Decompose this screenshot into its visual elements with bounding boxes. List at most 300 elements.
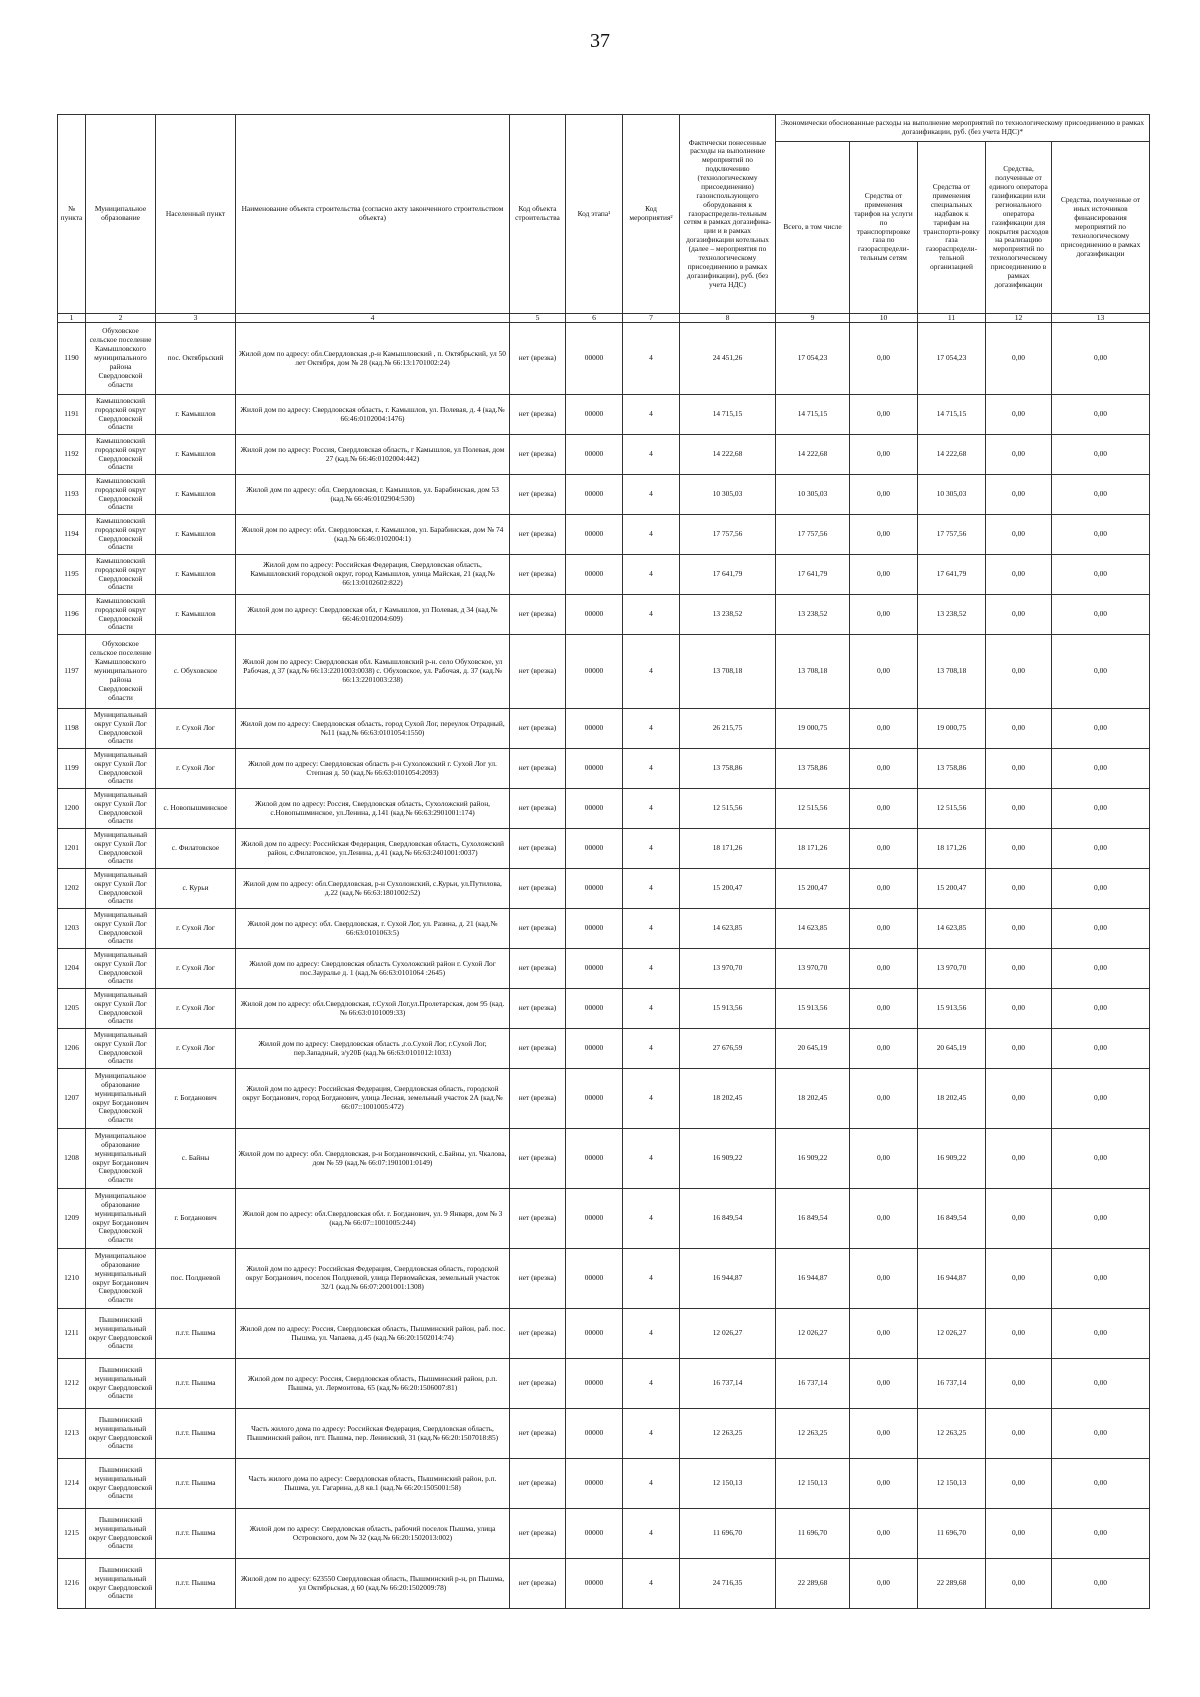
cell-stage-code: 00000 <box>566 1509 623 1559</box>
table-row <box>58 829 1150 869</box>
cell-actual-expenses: 12 263,25 <box>680 1409 776 1459</box>
header-operator-funds: Средства, полученные от единого оператора газификации или регионального оператора газификации для покрытия расходов на реализацию мероприятий по технологическому присоединению в рамках догазификации <box>986 142 1052 314</box>
cell-measure-code: 4 <box>623 1129 680 1189</box>
cell-measure-code: 4 <box>623 749 680 789</box>
cell-object-code: нет (врезка) <box>510 1359 566 1409</box>
cell-actual-expenses: 13 758,86 <box>680 749 776 789</box>
cell-municipality: Муниципальное образование муниципальный округ Богданович Свердловской области <box>86 1189 156 1249</box>
table-row <box>58 515 1150 555</box>
cell-total: 12 026,27 <box>776 1309 850 1359</box>
cell-object-code: нет (врезка) <box>510 789 566 829</box>
cell-object-code: нет (врезка) <box>510 1509 566 1559</box>
table-row <box>58 1409 1150 1459</box>
cell-object-name: Жилой дом по адресу: Россия, Свердловская область, г Камышлов, ул Полевая, дом 27 (кад.№ 66:46:0102004:442) <box>236 435 510 475</box>
cell-other-funds: 0,00 <box>1052 435 1150 475</box>
table-row <box>58 323 1150 395</box>
column-number: 1 <box>58 314 86 323</box>
cell-point-number: 1198 <box>58 709 86 749</box>
table-body <box>58 323 1150 1609</box>
cell-other-funds: 0,00 <box>1052 395 1150 435</box>
cell-tariff-funds: 0,00 <box>850 789 918 829</box>
cell-actual-expenses: 13 238,52 <box>680 595 776 635</box>
cell-actual-expenses: 14 623,85 <box>680 909 776 949</box>
cell-stage-code: 00000 <box>566 1309 623 1359</box>
cell-point-number: 1204 <box>58 949 86 989</box>
cell-total: 12 515,56 <box>776 789 850 829</box>
cell-point-number: 1214 <box>58 1459 86 1509</box>
column-number: 6 <box>566 314 623 323</box>
cell-other-funds: 0,00 <box>1052 829 1150 869</box>
cell-object-name: Жилой дом по адресу: обл.Свердловская ,р-н Камышловский , п. Октябрьский, ул 50 лет Октября, дом № 28 (кад.№ 66:13:1701002:24) <box>236 323 510 395</box>
cell-measure-code: 4 <box>623 829 680 869</box>
cell-settlement: г. Камышлов <box>156 435 236 475</box>
column-number: 8 <box>680 314 776 323</box>
cell-stage-code: 00000 <box>566 555 623 595</box>
cell-object-code: нет (врезка) <box>510 515 566 555</box>
cell-operator-funds: 0,00 <box>986 1459 1052 1509</box>
cell-other-funds: 0,00 <box>1052 1359 1150 1409</box>
cell-actual-expenses: 12 150,13 <box>680 1459 776 1509</box>
column-number: 4 <box>236 314 510 323</box>
cell-object-code: нет (врезка) <box>510 1559 566 1609</box>
cell-operator-funds: 0,00 <box>986 1069 1052 1129</box>
cell-object-code: нет (врезка) <box>510 709 566 749</box>
cell-surcharge-funds: 16 944,87 <box>918 1249 986 1309</box>
cell-object-code: нет (врезка) <box>510 1189 566 1249</box>
cell-stage-code: 00000 <box>566 789 623 829</box>
cell-tariff-funds: 0,00 <box>850 323 918 395</box>
cell-measure-code: 4 <box>623 1249 680 1309</box>
cell-municipality: Пышминский муниципальный округ Свердловской области <box>86 1509 156 1559</box>
cell-other-funds: 0,00 <box>1052 1249 1150 1309</box>
cell-surcharge-funds: 10 305,03 <box>918 475 986 515</box>
cell-municipality: Муниципальный округ Сухой Лог Свердловской области <box>86 1029 156 1069</box>
table-row <box>58 395 1150 435</box>
cell-object-name: Жилой дом по адресу: обл. Свердловская, г. Камышлов, ул. Барабинская, дом 53 (кад.№ 66:46:0102904:530) <box>236 475 510 515</box>
cell-municipality: Муниципальный округ Сухой Лог Свердловской области <box>86 989 156 1029</box>
cell-object-code: нет (врезка) <box>510 1309 566 1359</box>
cell-actual-expenses: 16 944,87 <box>680 1249 776 1309</box>
cell-measure-code: 4 <box>623 635 680 709</box>
column-number: 5 <box>510 314 566 323</box>
cell-object-name: Жилой дом по адресу: обл.Свердловская, г.Сухой Лог,ул.Пролетарская, дом 95 (кад.№ 66:63:0101009:33) <box>236 989 510 1029</box>
cell-other-funds: 0,00 <box>1052 789 1150 829</box>
cell-measure-code: 4 <box>623 949 680 989</box>
cell-other-funds: 0,00 <box>1052 1559 1150 1609</box>
cell-other-funds: 0,00 <box>1052 1189 1150 1249</box>
cell-other-funds: 0,00 <box>1052 749 1150 789</box>
cell-municipality: Камышловский городской округ Свердловской области <box>86 395 156 435</box>
cell-settlement: г. Сухой Лог <box>156 709 236 749</box>
cell-surcharge-funds: 18 202,45 <box>918 1069 986 1129</box>
cell-measure-code: 4 <box>623 1309 680 1359</box>
cell-point-number: 1196 <box>58 595 86 635</box>
cell-settlement: с. Филатовское <box>156 829 236 869</box>
cell-settlement: г. Богданович <box>156 1069 236 1129</box>
cell-stage-code: 00000 <box>566 1029 623 1069</box>
cell-municipality: Обуховское сельское поселение Камышловского муниципального района Свердловской области <box>86 635 156 709</box>
cell-stage-code: 00000 <box>566 1189 623 1249</box>
cell-object-name: Часть жилого дома по адресу: Свердловская область, Пышминский район, р.п. Пышма, ул. Гагарина, д.8 кв.1 (кад.№ 66:20:1505001:58) <box>236 1459 510 1509</box>
cell-operator-funds: 0,00 <box>986 1309 1052 1359</box>
cell-settlement: г. Сухой Лог <box>156 1029 236 1069</box>
cell-settlement: г. Сухой Лог <box>156 949 236 989</box>
cell-other-funds: 0,00 <box>1052 949 1150 989</box>
cell-other-funds: 0,00 <box>1052 909 1150 949</box>
cell-settlement: г. Сухой Лог <box>156 989 236 1029</box>
cell-operator-funds: 0,00 <box>986 1559 1052 1609</box>
cell-point-number: 1190 <box>58 323 86 395</box>
column-number-row <box>58 314 1150 323</box>
cell-stage-code: 00000 <box>566 1129 623 1189</box>
cell-object-code: нет (врезка) <box>510 1069 566 1129</box>
cell-total: 13 708,18 <box>776 635 850 709</box>
cell-actual-expenses: 24 716,35 <box>680 1559 776 1609</box>
cell-object-name: Жилой дом по адресу: Российская Федерация, Свердловская область, Сухоложский район, с.Филатовское, ул.Ленина, д.41 (кад.№ 66:63:2401001:0037) <box>236 829 510 869</box>
cell-object-name: Жилой дом по адресу: обл. Свердловская, р-н Богдановичский, с.Байны, ул. Чкалова, дом № 59 (кад.№ 66:07:1901001:0149) <box>236 1129 510 1189</box>
cell-surcharge-funds: 16 737,14 <box>918 1359 986 1409</box>
cell-actual-expenses: 17 641,79 <box>680 555 776 595</box>
cell-settlement: п.г.т. Пышма <box>156 1359 236 1409</box>
cell-object-code: нет (врезка) <box>510 435 566 475</box>
cell-operator-funds: 0,00 <box>986 709 1052 749</box>
cell-actual-expenses: 12 515,56 <box>680 789 776 829</box>
cell-point-number: 1206 <box>58 1029 86 1069</box>
cell-tariff-funds: 0,00 <box>850 1559 918 1609</box>
cell-total: 16 849,54 <box>776 1189 850 1249</box>
cell-surcharge-funds: 17 757,56 <box>918 515 986 555</box>
cell-object-code: нет (врезка) <box>510 635 566 709</box>
cell-object-name: Часть жилого дома по адресу: Российская Федерация, Свердловская область, Пышминский район, пгт. Пышма, пер. Ленинский, 31 (кад.№ 66:20:1507018:85) <box>236 1409 510 1459</box>
cell-other-funds: 0,00 <box>1052 709 1150 749</box>
cell-object-code: нет (врезка) <box>510 475 566 515</box>
cell-municipality: Камышловский городской округ Свердловской области <box>86 595 156 635</box>
cell-measure-code: 4 <box>623 789 680 829</box>
cell-settlement: г. Камышлов <box>156 555 236 595</box>
cell-actual-expenses: 16 909,22 <box>680 1129 776 1189</box>
cell-measure-code: 4 <box>623 595 680 635</box>
cell-object-code: нет (врезка) <box>510 869 566 909</box>
cell-actual-expenses: 13 970,70 <box>680 949 776 989</box>
cell-measure-code: 4 <box>623 1459 680 1509</box>
cell-surcharge-funds: 16 849,54 <box>918 1189 986 1249</box>
cell-tariff-funds: 0,00 <box>850 595 918 635</box>
cell-tariff-funds: 0,00 <box>850 749 918 789</box>
cell-point-number: 1192 <box>58 435 86 475</box>
cell-actual-expenses: 27 676,59 <box>680 1029 776 1069</box>
column-number: 9 <box>776 314 850 323</box>
table-row <box>58 1309 1150 1359</box>
table-row <box>58 1129 1150 1189</box>
cell-settlement: пос. Полдневой <box>156 1249 236 1309</box>
cell-object-code: нет (врезка) <box>510 323 566 395</box>
cell-operator-funds: 0,00 <box>986 1129 1052 1189</box>
column-number: 10 <box>850 314 918 323</box>
cell-total: 17 757,56 <box>776 515 850 555</box>
cell-object-code: нет (врезка) <box>510 555 566 595</box>
cell-stage-code: 00000 <box>566 1409 623 1459</box>
column-number: 7 <box>623 314 680 323</box>
cell-stage-code: 00000 <box>566 595 623 635</box>
cell-measure-code: 4 <box>623 323 680 395</box>
cell-measure-code: 4 <box>623 435 680 475</box>
cell-total: 15 200,47 <box>776 869 850 909</box>
table-row <box>58 789 1150 829</box>
cell-municipality: Камышловский городской округ Свердловской области <box>86 435 156 475</box>
cell-tariff-funds: 0,00 <box>850 709 918 749</box>
cell-settlement: п.г.т. Пышма <box>156 1509 236 1559</box>
cell-stage-code: 00000 <box>566 1249 623 1309</box>
header-actual-expenses: Фактически понесенные расходы на выполнение мероприятий по подключению (технологическому присоединению) газоиспользующего оборудования к газораспредели-тельным сетям в рамках догазифика-ции и в рамках догазификации котельных (далее – мероприятия по технологическому присоединению в рамках догазификации), руб. (без учета НДС) <box>680 115 776 314</box>
cell-object-name: Жилой дом по адресу: Россия, Свердловская область, Пышминский район, р.п. Пышма, ул. Лермонтова, 65 (кад.№ 66:20:1506007:81) <box>236 1359 510 1409</box>
cell-other-funds: 0,00 <box>1052 515 1150 555</box>
cell-actual-expenses: 18 171,26 <box>680 829 776 869</box>
cell-object-code: нет (врезка) <box>510 909 566 949</box>
header-justified-expenses-group: Экономически обоснованные расходы на выполнение мероприятий по технологическому присоединению в рамках догазификации, руб. (без учета НДС)* <box>776 115 1150 142</box>
cell-settlement: с. Новопышминское <box>156 789 236 829</box>
cell-point-number: 1208 <box>58 1129 86 1189</box>
cell-municipality: Обуховское сельское поселение Камышловского муниципального района Свердловской области <box>86 323 156 395</box>
cell-measure-code: 4 <box>623 1559 680 1609</box>
cell-measure-code: 4 <box>623 475 680 515</box>
cell-object-name: Жилой дом по адресу: Свердловская обл. Камышловский р-н. село Обуховское, ул Рабочая, д 37 (кад.№ 66:13:2201003:0038) с. Обуховское, ул. Рабочая, д. 37 (кад.№ 66:13:2201003:238) <box>236 635 510 709</box>
cell-tariff-funds: 0,00 <box>850 1459 918 1509</box>
cell-settlement: с. Байны <box>156 1129 236 1189</box>
cell-measure-code: 4 <box>623 1189 680 1249</box>
cell-point-number: 1203 <box>58 909 86 949</box>
cell-object-code: нет (врезка) <box>510 1029 566 1069</box>
cell-object-code: нет (врезка) <box>510 1249 566 1309</box>
cell-measure-code: 4 <box>623 515 680 555</box>
cell-point-number: 1202 <box>58 869 86 909</box>
table-row <box>58 1029 1150 1069</box>
cell-surcharge-funds: 13 238,52 <box>918 595 986 635</box>
header-other-funds: Средства, полученные от иных источников финансирования мероприятий по технологическому присоединению в рамках догазификации <box>1052 142 1150 314</box>
cell-tariff-funds: 0,00 <box>850 1129 918 1189</box>
cell-object-code: нет (врезка) <box>510 1129 566 1189</box>
cell-point-number: 1209 <box>58 1189 86 1249</box>
table-row <box>58 1069 1150 1129</box>
cell-municipality: Пышминский муниципальный округ Свердловской области <box>86 1459 156 1509</box>
cell-stage-code: 00000 <box>566 635 623 709</box>
cell-stage-code: 00000 <box>566 829 623 869</box>
cell-actual-expenses: 16 849,54 <box>680 1189 776 1249</box>
cell-stage-code: 00000 <box>566 435 623 475</box>
cell-settlement: г. Сухой Лог <box>156 749 236 789</box>
cell-measure-code: 4 <box>623 1069 680 1129</box>
cell-municipality: Муниципальное образование муниципальный округ Богданович Свердловской области <box>86 1249 156 1309</box>
cell-measure-code: 4 <box>623 1359 680 1409</box>
cell-measure-code: 4 <box>623 989 680 1029</box>
cell-tariff-funds: 0,00 <box>850 1309 918 1359</box>
cell-operator-funds: 0,00 <box>986 1249 1052 1309</box>
cell-tariff-funds: 0,00 <box>850 829 918 869</box>
cell-actual-expenses: 12 026,27 <box>680 1309 776 1359</box>
cell-total: 11 696,70 <box>776 1509 850 1559</box>
table-row <box>58 989 1150 1029</box>
cell-object-name: Жилой дом по адресу: Свердловская область ,г.о.Сухой Лог, г.Сухой Лог, пер.Западный, з/у20Б (кад.№ 66:63:0101012:1033) <box>236 1029 510 1069</box>
cell-operator-funds: 0,00 <box>986 1029 1052 1069</box>
cell-total: 17 641,79 <box>776 555 850 595</box>
cell-tariff-funds: 0,00 <box>850 1509 918 1559</box>
cell-municipality: Пышминский муниципальный округ Свердловской области <box>86 1309 156 1359</box>
gasification-table <box>57 114 1150 1609</box>
cell-tariff-funds: 0,00 <box>850 435 918 475</box>
cell-tariff-funds: 0,00 <box>850 949 918 989</box>
cell-settlement: г. Камышлов <box>156 475 236 515</box>
cell-object-name: Жилой дом по адресу: обл.Свердловская, р-н Сухоложский, с.Курьи, ул.Путилова, д.22 (кад.№ 66:63:1801002:52) <box>236 869 510 909</box>
cell-object-code: нет (врезка) <box>510 829 566 869</box>
cell-total: 18 171,26 <box>776 829 850 869</box>
cell-total: 12 150,13 <box>776 1459 850 1509</box>
cell-point-number: 1205 <box>58 989 86 1029</box>
cell-other-funds: 0,00 <box>1052 989 1150 1029</box>
cell-measure-code: 4 <box>623 909 680 949</box>
cell-operator-funds: 0,00 <box>986 1409 1052 1459</box>
cell-surcharge-funds: 12 515,56 <box>918 789 986 829</box>
column-number: 3 <box>156 314 236 323</box>
cell-object-name: Жилой дом по адресу: Свердловская область Сухоложский район г. Сухой Лог пос.Зауралье д. 1 (кад.№ 66:63:0101064 :2645) <box>236 949 510 989</box>
cell-operator-funds: 0,00 <box>986 515 1052 555</box>
cell-surcharge-funds: 12 263,25 <box>918 1409 986 1459</box>
cell-object-code: нет (врезка) <box>510 395 566 435</box>
cell-operator-funds: 0,00 <box>986 949 1052 989</box>
cell-stage-code: 00000 <box>566 949 623 989</box>
cell-municipality: Камышловский городской округ Свердловской области <box>86 475 156 515</box>
cell-operator-funds: 0,00 <box>986 435 1052 475</box>
header-measure-code: Код мероприятия² <box>623 115 680 314</box>
cell-object-name: Жилой дом по адресу: обл. Свердловская, г. Камышлов, ул. Барабинская, дом № 74 (кад.№ 66:46:0102004:1) <box>236 515 510 555</box>
cell-operator-funds: 0,00 <box>986 1189 1052 1249</box>
cell-tariff-funds: 0,00 <box>850 515 918 555</box>
column-number: 12 <box>986 314 1052 323</box>
cell-other-funds: 0,00 <box>1052 555 1150 595</box>
cell-actual-expenses: 14 715,15 <box>680 395 776 435</box>
cell-tariff-funds: 0,00 <box>850 1069 918 1129</box>
cell-actual-expenses: 15 913,56 <box>680 989 776 1029</box>
cell-surcharge-funds: 11 696,70 <box>918 1509 986 1559</box>
table-row <box>58 709 1150 749</box>
cell-object-name: Жилой дом по адресу: Россия, Свердловская область, Сухоложский район, с.Новопышминское, ул.Ленина, д.141 (кад.№ 66:63:2901001:174) <box>236 789 510 829</box>
cell-actual-expenses: 15 200,47 <box>680 869 776 909</box>
cell-total: 15 913,56 <box>776 989 850 1029</box>
cell-operator-funds: 0,00 <box>986 595 1052 635</box>
cell-settlement: г. Сухой Лог <box>156 909 236 949</box>
cell-surcharge-funds: 18 171,26 <box>918 829 986 869</box>
cell-object-name: Жилой дом по адресу: обл. Свердловская, г. Сухой Лог, ул. Разина, д. 21 (кад.№ 66:63:0101063:5) <box>236 909 510 949</box>
cell-total: 10 305,03 <box>776 475 850 515</box>
cell-other-funds: 0,00 <box>1052 323 1150 395</box>
cell-tariff-funds: 0,00 <box>850 635 918 709</box>
cell-municipality: Муниципальный округ Сухой Лог Свердловской области <box>86 949 156 989</box>
cell-operator-funds: 0,00 <box>986 749 1052 789</box>
cell-total: 22 289,68 <box>776 1559 850 1609</box>
cell-surcharge-funds: 14 623,85 <box>918 909 986 949</box>
cell-tariff-funds: 0,00 <box>850 1409 918 1459</box>
cell-settlement: п.г.т. Пышма <box>156 1559 236 1609</box>
cell-total: 14 715,15 <box>776 395 850 435</box>
cell-municipality: Камышловский городской округ Свердловской области <box>86 555 156 595</box>
cell-tariff-funds: 0,00 <box>850 909 918 949</box>
cell-actual-expenses: 10 305,03 <box>680 475 776 515</box>
cell-settlement: г. Богданович <box>156 1189 236 1249</box>
cell-stage-code: 00000 <box>566 709 623 749</box>
cell-object-code: нет (врезка) <box>510 1459 566 1509</box>
cell-other-funds: 0,00 <box>1052 1029 1150 1069</box>
cell-stage-code: 00000 <box>566 989 623 1029</box>
cell-measure-code: 4 <box>623 709 680 749</box>
table-row <box>58 1459 1150 1509</box>
cell-total: 13 238,52 <box>776 595 850 635</box>
cell-settlement: п.г.т. Пышма <box>156 1409 236 1459</box>
cell-point-number: 1200 <box>58 789 86 829</box>
cell-object-name: Жилой дом по адресу: 623550 Свердловская область, Пышминский р-н, рп Пышма, ул Октябрьская, д 60 (кад.№ 66:20:1502009:78) <box>236 1559 510 1609</box>
cell-object-code: нет (врезка) <box>510 989 566 1029</box>
cell-operator-funds: 0,00 <box>986 555 1052 595</box>
cell-actual-expenses: 26 215,75 <box>680 709 776 749</box>
cell-surcharge-funds: 17 641,79 <box>918 555 986 595</box>
cell-settlement: г. Камышлов <box>156 395 236 435</box>
cell-surcharge-funds: 19 000,75 <box>918 709 986 749</box>
cell-object-name: Жилой дом по адресу: Российская Федерация, Свердловская область, городской округ Богданович, город Богданович, улица Лесная, земельный участок 2А (кад.№ 66:07::1001005:472) <box>236 1069 510 1129</box>
cell-municipality: Муниципальное образование муниципальный округ Богданович Свердловской области <box>86 1129 156 1189</box>
cell-measure-code: 4 <box>623 1029 680 1069</box>
cell-stage-code: 00000 <box>566 1359 623 1409</box>
cell-tariff-funds: 0,00 <box>850 989 918 1029</box>
header-settlement: Населенный пункт <box>156 115 236 314</box>
table-row <box>58 1509 1150 1559</box>
cell-municipality: Пышминский муниципальный округ Свердловской области <box>86 1559 156 1609</box>
cell-settlement: п.г.т. Пышма <box>156 1459 236 1509</box>
cell-settlement: пос. Октябрьский <box>156 323 236 395</box>
header-stage-code: Код этапа¹ <box>566 115 623 314</box>
table-row <box>58 949 1150 989</box>
cell-total: 12 263,25 <box>776 1409 850 1459</box>
table-row <box>58 749 1150 789</box>
cell-point-number: 1207 <box>58 1069 86 1129</box>
cell-stage-code: 00000 <box>566 395 623 435</box>
cell-point-number: 1201 <box>58 829 86 869</box>
header-point-number: № пункта <box>58 115 86 314</box>
cell-tariff-funds: 0,00 <box>850 1359 918 1409</box>
cell-object-name: Жилой дом по адресу: Свердловская область, город Сухой Лог, переулок Отрадный, №11 (кад.№ 66:63:0101054:1550) <box>236 709 510 749</box>
cell-total: 19 000,75 <box>776 709 850 749</box>
cell-total: 13 758,86 <box>776 749 850 789</box>
table-row <box>58 595 1150 635</box>
cell-surcharge-funds: 12 026,27 <box>918 1309 986 1359</box>
cell-total: 16 737,14 <box>776 1359 850 1409</box>
cell-tariff-funds: 0,00 <box>850 475 918 515</box>
cell-point-number: 1194 <box>58 515 86 555</box>
cell-object-name: Жилой дом по адресу: Россия, Свердловская область, Пышминский район, раб. пос. Пышма, ул. Чапаева, д.45 (кад.№ 66:20:1502014:74) <box>236 1309 510 1359</box>
cell-tariff-funds: 0,00 <box>850 555 918 595</box>
cell-operator-funds: 0,00 <box>986 475 1052 515</box>
table-row <box>58 1559 1150 1609</box>
column-number: 11 <box>918 314 986 323</box>
cell-measure-code: 4 <box>623 1409 680 1459</box>
cell-tariff-funds: 0,00 <box>850 1249 918 1309</box>
cell-municipality: Камышловский городской округ Свердловской области <box>86 515 156 555</box>
cell-point-number: 1197 <box>58 635 86 709</box>
cell-point-number: 1212 <box>58 1359 86 1409</box>
cell-object-code: нет (врезка) <box>510 1409 566 1459</box>
cell-point-number: 1213 <box>58 1409 86 1459</box>
table-row <box>58 435 1150 475</box>
cell-actual-expenses: 14 222,68 <box>680 435 776 475</box>
cell-object-name: Жилой дом по адресу: Свердловская область, г. Камышлов, ул. Полевая, д. 4 (кад.№ 66:46:0102004:1476) <box>236 395 510 435</box>
cell-other-funds: 0,00 <box>1052 1409 1150 1459</box>
cell-operator-funds: 0,00 <box>986 989 1052 1029</box>
